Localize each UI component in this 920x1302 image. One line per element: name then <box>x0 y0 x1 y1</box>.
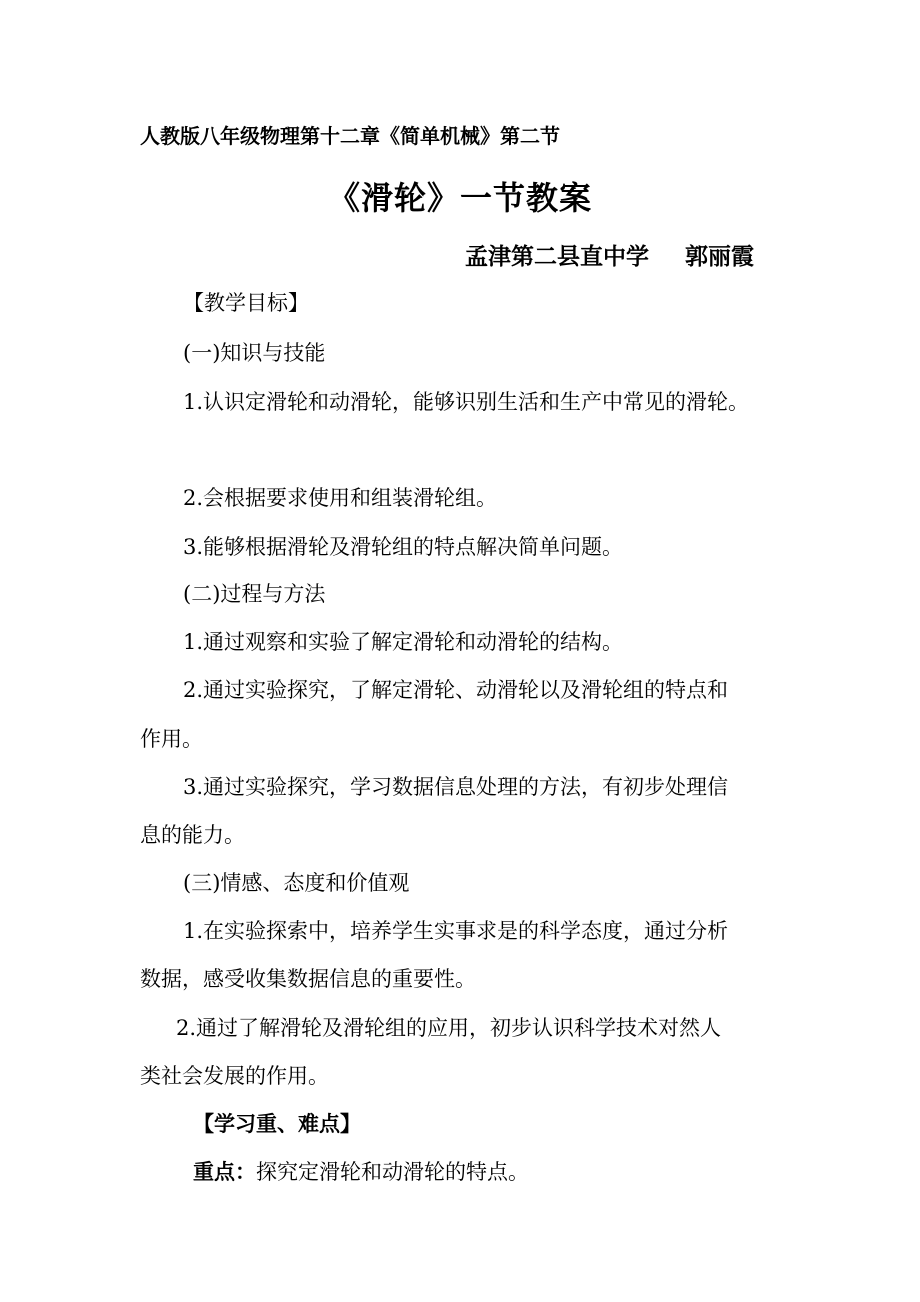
process-item-3-line-1: 3.通过实验探究，学习数据信息处理的方法，有初步处理信 <box>183 775 729 799</box>
author-line <box>465 242 754 272</box>
attitude-item-2-line-1: 2.通过了解滑轮及滑轮组的应用，初步认识科学技术对然人 <box>176 1016 722 1040</box>
key-point-label: 重点： <box>193 1159 256 1184</box>
knowledge-item-2: 2.会根据要求使用和组装滑轮组。 <box>183 486 498 510</box>
document-title: 《滑轮》一节教案 <box>327 179 592 217</box>
attitude-heading: (三)情感、态度和价值观 <box>183 871 410 895</box>
knowledge-heading: (一)知识与技能 <box>183 341 326 365</box>
key-point-text: 探究定滑轮和动滑轮的特点。 <box>256 1160 529 1184</box>
knowledge-item-3: 3.能够根据滑轮及滑轮组的特点解决简单问题。 <box>183 535 624 559</box>
process-item-3-line-2: 息的能力。 <box>140 823 245 847</box>
attitude-item-1-line-2: 数据，感受收集数据信息的重要性。 <box>140 967 476 991</box>
process-item-2-line-1: 2.通过实验探究，了解定滑轮、动滑轮以及滑轮组的特点和 <box>183 678 729 702</box>
key-point-line <box>193 1158 529 1186</box>
process-item-1: 1.通过观察和实验了解定滑轮和动滑轮的结构。 <box>183 630 624 654</box>
objectives-heading: 【教学目标】 <box>183 291 309 315</box>
process-item-2-line-2: 作用。 <box>140 727 203 751</box>
school-name: 孟津第二县直中学 <box>465 244 649 270</box>
document-subtitle: 人教版八年级物理第十二章《简单机械》第二节 <box>140 124 560 148</box>
attitude-item-2-line-2: 类社会发展的作用。 <box>140 1064 329 1088</box>
knowledge-item-1: 1.认识定滑轮和动滑轮，能够识别生活和生产中常见的滑轮。 <box>183 390 750 414</box>
key-points-heading: 【学习重、难点】 <box>193 1111 361 1136</box>
author-name: 郭丽霞 <box>685 244 754 270</box>
attitude-item-1-line-1: 1.在实验探索中，培养学生实事求是的科学态度，通过分析 <box>183 919 729 943</box>
process-heading: (二)过程与方法 <box>183 582 326 606</box>
